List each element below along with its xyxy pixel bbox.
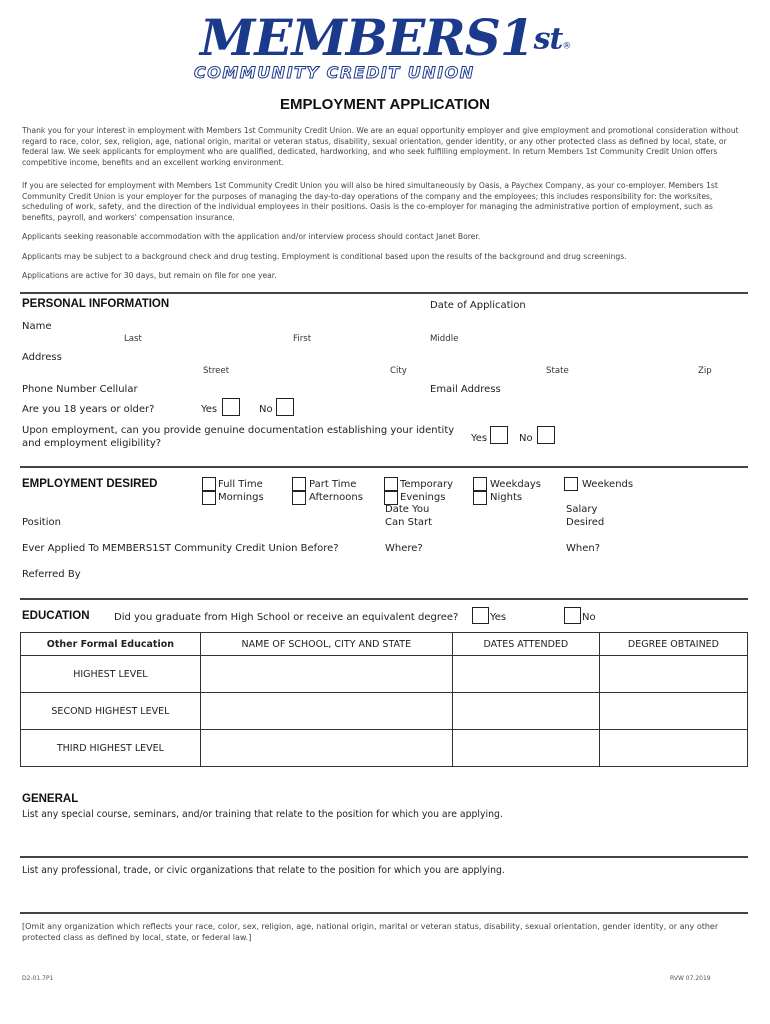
afternoons-label: Afternoons — [309, 492, 363, 503]
table-row — [21, 693, 748, 730]
row-label-third: THIRD HIGHEST LEVEL — [21, 730, 201, 767]
evenings-label: Evenings — [400, 492, 446, 503]
referred-by-label: Referred By — [22, 569, 81, 580]
logo-subtitle: COMMUNITY CREDIT UNION — [194, 63, 475, 82]
section-heading-employment: EMPLOYMENT DESIRED — [22, 478, 158, 490]
nights-checkbox[interactable] — [473, 491, 487, 505]
logo-suffix: st — [533, 21, 563, 57]
dates-cell[interactable] — [452, 730, 599, 767]
applied-before-question: Ever Applied To MEMBERS1ST Community Credit Union Before? — [22, 543, 339, 554]
row-label-highest: HIGHEST LEVEL — [21, 656, 201, 693]
row-label-second: SECOND HIGHEST LEVEL — [21, 693, 201, 730]
position-label: Position — [22, 517, 61, 528]
column-header-dates: DATES ATTENDED — [452, 633, 599, 656]
school-cell[interactable] — [200, 730, 452, 767]
degree-cell[interactable] — [599, 656, 747, 693]
answer-line[interactable] — [20, 912, 748, 914]
dates-cell[interactable] — [452, 656, 599, 693]
phone-label: Phone Number Cellular — [22, 384, 138, 395]
dates-cell[interactable] — [452, 693, 599, 730]
divider — [20, 466, 748, 468]
organizations-question: List any professional, trade, or civic organizations that relate to the position for which you are applying. — [22, 865, 505, 876]
mornings-label: Mornings — [218, 492, 264, 503]
street-label: Street — [203, 366, 230, 376]
degree-cell[interactable] — [599, 693, 747, 730]
omit-note: [Omit any organization which reflects your race, color, sex, religion, age, national origin, marital or veteran status, disability, sexual orientation, gender identity, or any other protected class as defined by local, state, or federal law.] — [22, 922, 719, 942]
column-header-school: NAME OF SCHOOL, CITY AND STATE — [200, 633, 452, 656]
section-heading-general: GENERAL — [22, 793, 79, 805]
last-name-label: Last — [124, 334, 142, 344]
high-school-yes-checkbox[interactable] — [472, 607, 489, 624]
high-school-yes-label: Yes — [490, 612, 507, 623]
column-header-degree: DEGREE OBTAINED — [599, 633, 747, 656]
doc-yes-checkbox[interactable] — [490, 426, 508, 444]
part-time-checkbox[interactable] — [292, 477, 306, 491]
state-label: State — [546, 366, 569, 376]
age-no-checkbox[interactable] — [276, 398, 294, 416]
weekdays-checkbox[interactable] — [473, 477, 487, 491]
date-start-label-line-2: Can Start — [385, 517, 433, 528]
afternoons-checkbox[interactable] — [292, 491, 306, 505]
high-school-no-checkbox[interactable] — [564, 607, 581, 624]
zip-label: Zip — [698, 366, 712, 376]
answer-line[interactable] — [20, 856, 748, 858]
weekends-label: Weekends — [582, 479, 634, 490]
column-header-other-education: Other Formal Education — [21, 633, 201, 656]
intro-paragraph-4: Applicants may be subject to a background check and drug testing. Employment is conditional based upon the results of the background and drug screenings. — [22, 252, 627, 261]
address-label: Address — [22, 352, 62, 363]
middle-name-label: Middle — [430, 334, 459, 344]
section-heading-personal: PERSONAL INFORMATION — [22, 298, 170, 310]
temporary-checkbox[interactable] — [384, 477, 398, 491]
doc-no-label: No — [519, 433, 533, 444]
high-school-no-label: No — [582, 612, 596, 623]
city-label: City — [390, 366, 407, 376]
date-of-application-label: Date of Application — [430, 300, 526, 311]
documentation-question-line-2: and employment eligibility? — [22, 438, 162, 449]
where-label: Where? — [385, 543, 423, 554]
first-name-label: First — [293, 334, 312, 344]
table-row — [21, 656, 748, 693]
part-time-label: Part Time — [309, 479, 357, 490]
training-question: List any special course, seminars, and/or training that relate to the position for which you are applying. — [22, 809, 503, 820]
logo-number: 1 — [499, 8, 534, 67]
page-title: EMPLOYMENT APPLICATION — [280, 96, 490, 113]
intro-paragraph-2: If you are selected for employment with Members 1st Community Credit Union you will also be hired simultaneously by Oasis, a Paychex Company, as your co-employer. Members 1st Community Credit Union is your employer for the purposes of managing the day-to-day operations of the company and the employees; this includes responsibility for: the worksites, scheduling of work, safety, and the direction of the individual employees in their positions. Oasis is the co-employer for managing the administrative portion of employment, such as benefits, payroll, and workers' compensation insurance. — [22, 181, 718, 222]
date-start-label-line-1: Date You — [385, 504, 430, 515]
salary-label-line-2: Desired — [566, 517, 605, 528]
weekdays-label: Weekdays — [490, 479, 542, 490]
intro-paragraph-3: Applicants seeking reasonable accommodation with the application and/or interview process should contact Janet Borer. — [22, 232, 481, 241]
high-school-question: Did you graduate from High School or receive an equivalent degree? — [114, 612, 459, 623]
table-header-row — [21, 633, 748, 656]
education-table — [20, 632, 748, 767]
form-code: D2-01.7P1 — [22, 975, 54, 982]
age-yes-label: Yes — [201, 404, 218, 415]
name-label: Name — [22, 321, 52, 332]
revision-date: RVW 07.2019 — [670, 975, 711, 982]
divider — [20, 292, 748, 294]
age-yes-checkbox[interactable] — [222, 398, 240, 416]
age-no-label: No — [259, 404, 273, 415]
intro-paragraph-1: Thank you for your interest in employment with Members 1st Community Credit Union. We are an equal opportunity employer and give employment and promotional consideration without regard to race, color, sex, religion, age, national origin, marital or veteran status, disability, sexual orientation, gender identity, or any other protected class as defined by local, state, or federal law. We seek applicants for employment who are qualified, dedicated, hardworking, and who seek fulfilling employment. In return Members 1st Community Credit Union offers competitive income, benefits and an excellent working environment. — [22, 126, 739, 167]
salary-label-line-1: Salary — [566, 504, 598, 515]
mornings-checkbox[interactable] — [202, 491, 216, 505]
nights-label: Nights — [490, 492, 523, 503]
doc-no-checkbox[interactable] — [537, 426, 555, 444]
logo — [194, 8, 580, 83]
divider — [20, 598, 748, 600]
weekends-checkbox[interactable] — [564, 477, 578, 491]
age-question: Are you 18 years or older? — [22, 404, 155, 415]
section-heading-education: EDUCATION — [22, 610, 90, 622]
email-label: Email Address — [430, 384, 501, 395]
full-time-label: Full Time — [218, 479, 263, 490]
full-time-checkbox[interactable] — [202, 477, 216, 491]
table-row — [21, 730, 748, 767]
evenings-checkbox[interactable] — [384, 491, 398, 505]
when-label: When? — [566, 543, 601, 554]
intro-paragraph-5: Applications are active for 30 days, but remain on file for one year. — [22, 271, 277, 280]
doc-yes-label: Yes — [471, 433, 488, 444]
degree-cell[interactable] — [599, 730, 747, 767]
school-cell[interactable] — [200, 693, 452, 730]
school-cell[interactable] — [200, 656, 452, 693]
logo-main-text: MEMBERS — [200, 8, 500, 67]
temporary-label: Temporary — [400, 479, 454, 490]
logo-registered: ® — [562, 41, 572, 52]
documentation-question-line-1: Upon employment, can you provide genuine documentation establishing your identity — [22, 425, 455, 436]
